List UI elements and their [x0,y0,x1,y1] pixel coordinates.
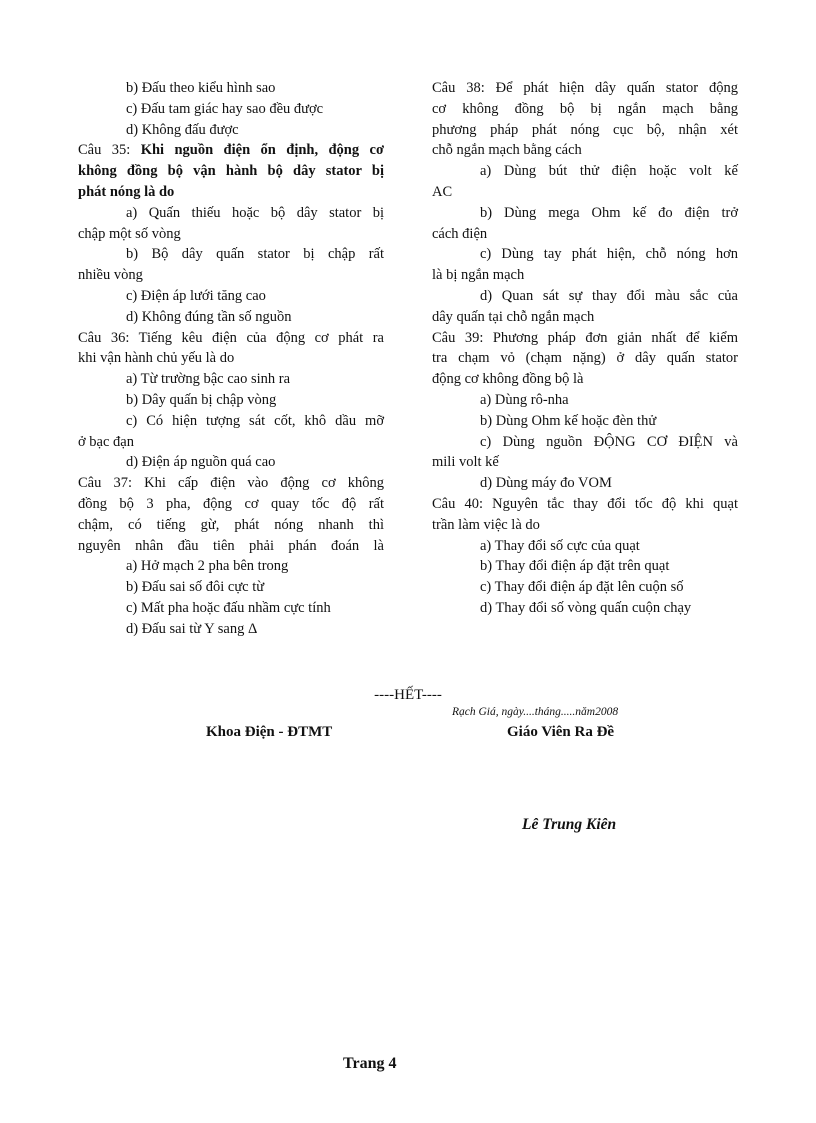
right-column-line [432,161,738,182]
line-text: cách điện [432,225,488,242]
left-column-line [78,390,384,411]
line-text: b) Bộ dây quấn stator bị chập rất [126,246,384,263]
line-text: Câu 35: [78,142,141,159]
right-column-line [432,182,738,203]
line-text: chậm, có tiếng gừ, phát nóng nhanh thì [78,516,384,533]
left-column-line [78,411,384,432]
line-text: là bị ngắn mạch [432,267,525,284]
left-column-line [78,328,384,349]
line-text: AC [432,183,453,200]
right-column-line [432,411,738,432]
right-column-line [432,577,738,598]
line-text: a) Quấn thiếu hoặc bộ dây stator bị [126,204,384,221]
right-column-line [432,515,738,536]
line-text: a) Thay đổi số cực của quạt [480,537,640,554]
date-line: Rạch Giá, ngày....tháng.....năm2008 [452,706,619,718]
line-text: b) Dùng mega Ohm kế đo điện trở [480,204,738,221]
left-column-line [78,473,384,494]
right-column-line [432,265,738,286]
teacher-name: Lê Trung Kiên [522,816,617,833]
line-text: c) Đấu tam giác hay sao đều được [126,100,324,117]
line-text: b) Dây quấn bị chập vòng [126,391,277,408]
left-column-line [78,619,384,640]
department-signature: Khoa Điện - ĐTMT [206,724,333,740]
left-column-line [78,536,384,557]
line-text: d) Dùng máy đo VOM [480,475,612,492]
left-column-line [78,182,384,203]
line-text: trần làm việc là do [432,516,540,533]
line-text: chỗ ngắn mạch bằng cách [432,142,582,159]
line-text: đồng bộ 3 pha, động cơ quay tốc độ rất [78,495,384,512]
line-text: d) Đấu sai từ Y sang Δ [126,620,258,637]
left-column-line [78,286,384,307]
left-column-line [78,369,384,390]
question-bold-text: phát nóng là do [78,183,175,200]
line-text: c) Thay đổi điện áp đặt lên cuộn số [480,579,684,596]
right-column-line [432,390,738,411]
left-column-line [78,99,384,120]
left-column-line [78,244,384,265]
teacher-title: Giáo Viên Ra Đề [507,724,615,740]
end-mark: ----HẾT---- [374,687,442,703]
right-column-line [432,244,738,265]
right-column-line [432,307,738,328]
left-column-line [78,556,384,577]
left-column-line [78,78,384,99]
line-text: b) Thay đổi điện áp đặt trên quạt [480,558,670,575]
page-number: Trang 4 [343,1055,397,1072]
right-column-line [432,473,738,494]
right-column-line [432,203,738,224]
right-column [432,78,738,619]
left-column-line [78,203,384,224]
right-column-line [432,598,738,619]
right-column-line [432,120,738,141]
line-text: a) Hở mạch 2 pha bên trong [126,558,289,575]
right-column-line [432,78,738,99]
line-text: dây quấn tại chỗ ngắn mạch [432,308,595,325]
left-column-line [78,598,384,619]
left-column-line [78,515,384,536]
right-column-line [432,494,738,515]
line-text: c) Dùng nguồn ĐỘNG CƠ ĐIỆN và [480,433,738,450]
right-column-line [432,452,738,473]
left-column-line [78,494,384,515]
line-text: d) Thay đổi số vòng quấn cuộn chạy [480,599,692,616]
line-text: d) Điện áp nguồn quá cao [126,454,276,471]
left-column-line [78,140,384,161]
line-text: a) Từ trường bậc cao sinh ra [126,371,291,388]
line-text: b) Đấu sai số đôi cực từ [126,579,265,596]
line-text: c) Có hiện tượng sát cốt, khô dầu mỡ [126,412,384,429]
line-text: phương pháp phát nóng cục bộ, nhận xét [432,121,738,138]
line-text: động cơ không đồng bộ là [432,371,584,388]
left-column-line [78,348,384,369]
line-text: c) Điện áp lưới tăng cao [126,287,266,304]
line-text: a) Dùng rô-nha [480,391,569,408]
right-column-line [432,348,738,369]
left-column-line [78,224,384,245]
question-bold-text: Khi nguồn điện ổn định, động cơ [140,142,384,159]
line-text: cơ không đồng bộ bị ngắn mạch bằng [432,100,738,117]
line-text: Câu 38: Để phát hiện dây quấn stator động [432,80,738,96]
right-column-line [432,328,738,349]
right-column-line [432,536,738,557]
left-column [78,78,384,640]
question-bold-text: không đồng bộ vận hành bộ dây stator bị [78,163,384,180]
line-text: chập một số vòng [78,225,181,242]
line-text: Câu 40: Nguyên tắc thay đổi tốc độ khi quạt [432,495,738,512]
right-column-line [432,556,738,577]
line-text: mili volt kế [432,454,499,471]
right-column-line [432,369,738,390]
right-column-line [432,286,738,307]
left-column-line [78,120,384,141]
right-column-line [432,432,738,453]
line-text: Câu 39: Phương pháp đơn giản nhất để kiểm [432,329,738,346]
left-column-line [78,577,384,598]
right-column-line [432,99,738,120]
left-column-line [78,432,384,453]
line-text: nhiều vòng [78,267,143,284]
line-text: Câu 36: Tiếng kêu điện của động cơ phát ra [78,329,384,346]
line-text: d) Quan sát sự thay đổi màu sắc của [480,287,738,304]
line-text: d) Không đấu được [126,121,239,138]
line-text: khi vận hành chủ yếu là do [78,350,235,367]
left-column-line [78,265,384,286]
right-column-line [432,140,738,161]
line-text: c) Dùng tay phát hiện, chỗ nóng hơn [480,246,738,263]
line-text: b) Đấu theo kiểu hình sao [126,80,276,96]
right-column-line [432,224,738,245]
line-text: Câu 37: Khi cấp điện vào động cơ không [78,475,384,492]
left-column-line [78,161,384,182]
left-column-line [78,452,384,473]
line-text: ở bạc đạn [78,433,134,450]
line-text: c) Mất pha hoặc đấu nhầm cực tính [126,599,331,616]
line-text: b) Dùng Ohm kế hoặc đèn thử [480,412,657,429]
line-text: tra chạm vỏ (chạm nặng) ở dây quấn stator [432,350,738,367]
line-text: d) Không đúng tần số nguồn [126,308,292,325]
line-text: a) Dùng bút thử điện hoặc volt kế [480,163,738,180]
left-column-line [78,307,384,328]
line-text: nguyên nhân đầu tiên phải phán đoán là [78,537,384,554]
